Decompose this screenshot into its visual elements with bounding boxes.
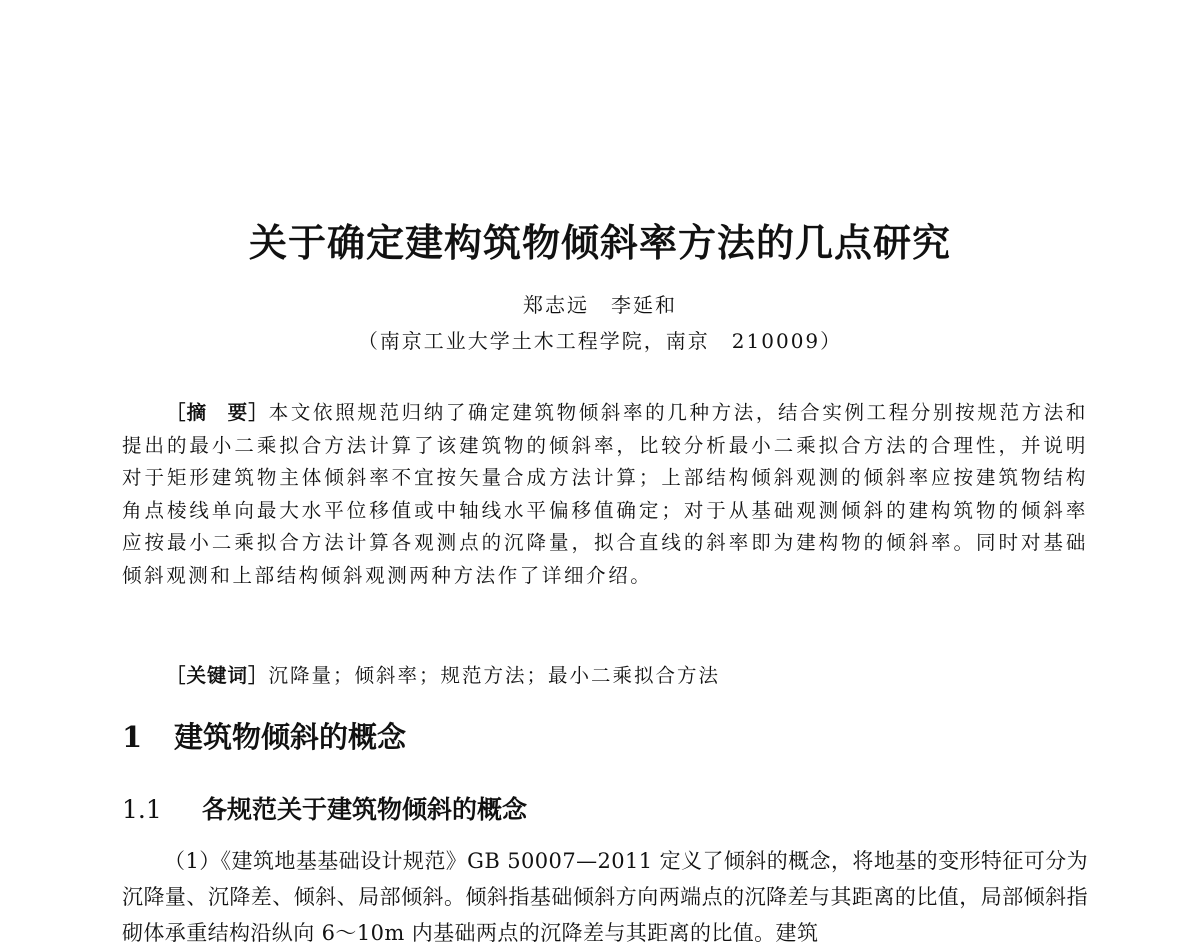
body-text: （1）《建筑地基基础设计规范》GB 50007—2011 定义了倾斜的概念，将地基的变形特征可分为沉降量、沉降差、倾斜、局部倾斜。倾斜指基础倾斜方向两端点的沉降差与其距离的比值，局部倾斜指砌体承重结构沿纵向 6～10m 内基础两点的沉降差与其距离的比值。建筑 [122, 849, 1088, 945]
authors: 郑志远 李延和 [523, 293, 677, 317]
keywords [166, 660, 720, 688]
subsection-title: 各规范关于建筑物倾斜的概念 [202, 795, 528, 824]
subsection-heading [122, 790, 527, 826]
section-number: 1 [122, 720, 143, 754]
body-paragraph [122, 843, 1088, 951]
abstract [122, 397, 1088, 593]
paper-title: 关于确定建构筑物倾斜率方法的几点研究 [248, 220, 951, 265]
abstract-text: 本文依照规范归纳了确定建筑物倾斜率的几种方法，结合实例工程分别按规范方法和提出的最小二乘拟合方法计算了该建筑物的倾斜率，比较分析最小二乘拟合方法的合理性，并说明对于矩形建筑物主体倾斜率不宜按矢量合成方法计算；上部结构倾斜观测的倾斜率应按建筑物结构角点棱线单向最大水平位移值或中轴线水平偏移值确定；对于从基础观测倾斜的建构筑物的倾斜率应按最小二乘拟合方法计算各观测点的沉降量，拟合直线的斜率即为建构物的倾斜率。同时对基础倾斜观测和上部结构倾斜观测两种方法作了详细介绍。 [122, 401, 1088, 587]
keywords-text: 沉降量；倾斜率；规范方法；最小二乘拟合方法 [268, 664, 721, 687]
section-heading [122, 715, 406, 756]
keywords-label: ［关键词］ [166, 664, 269, 687]
affiliation: （南京工业大学土木工程学院，南京 210009） [357, 329, 843, 353]
section-title: 建筑物倾斜的概念 [174, 720, 407, 754]
subsection-number: 1.1 [122, 795, 162, 824]
abstract-label: ［摘 要］ [166, 401, 269, 424]
